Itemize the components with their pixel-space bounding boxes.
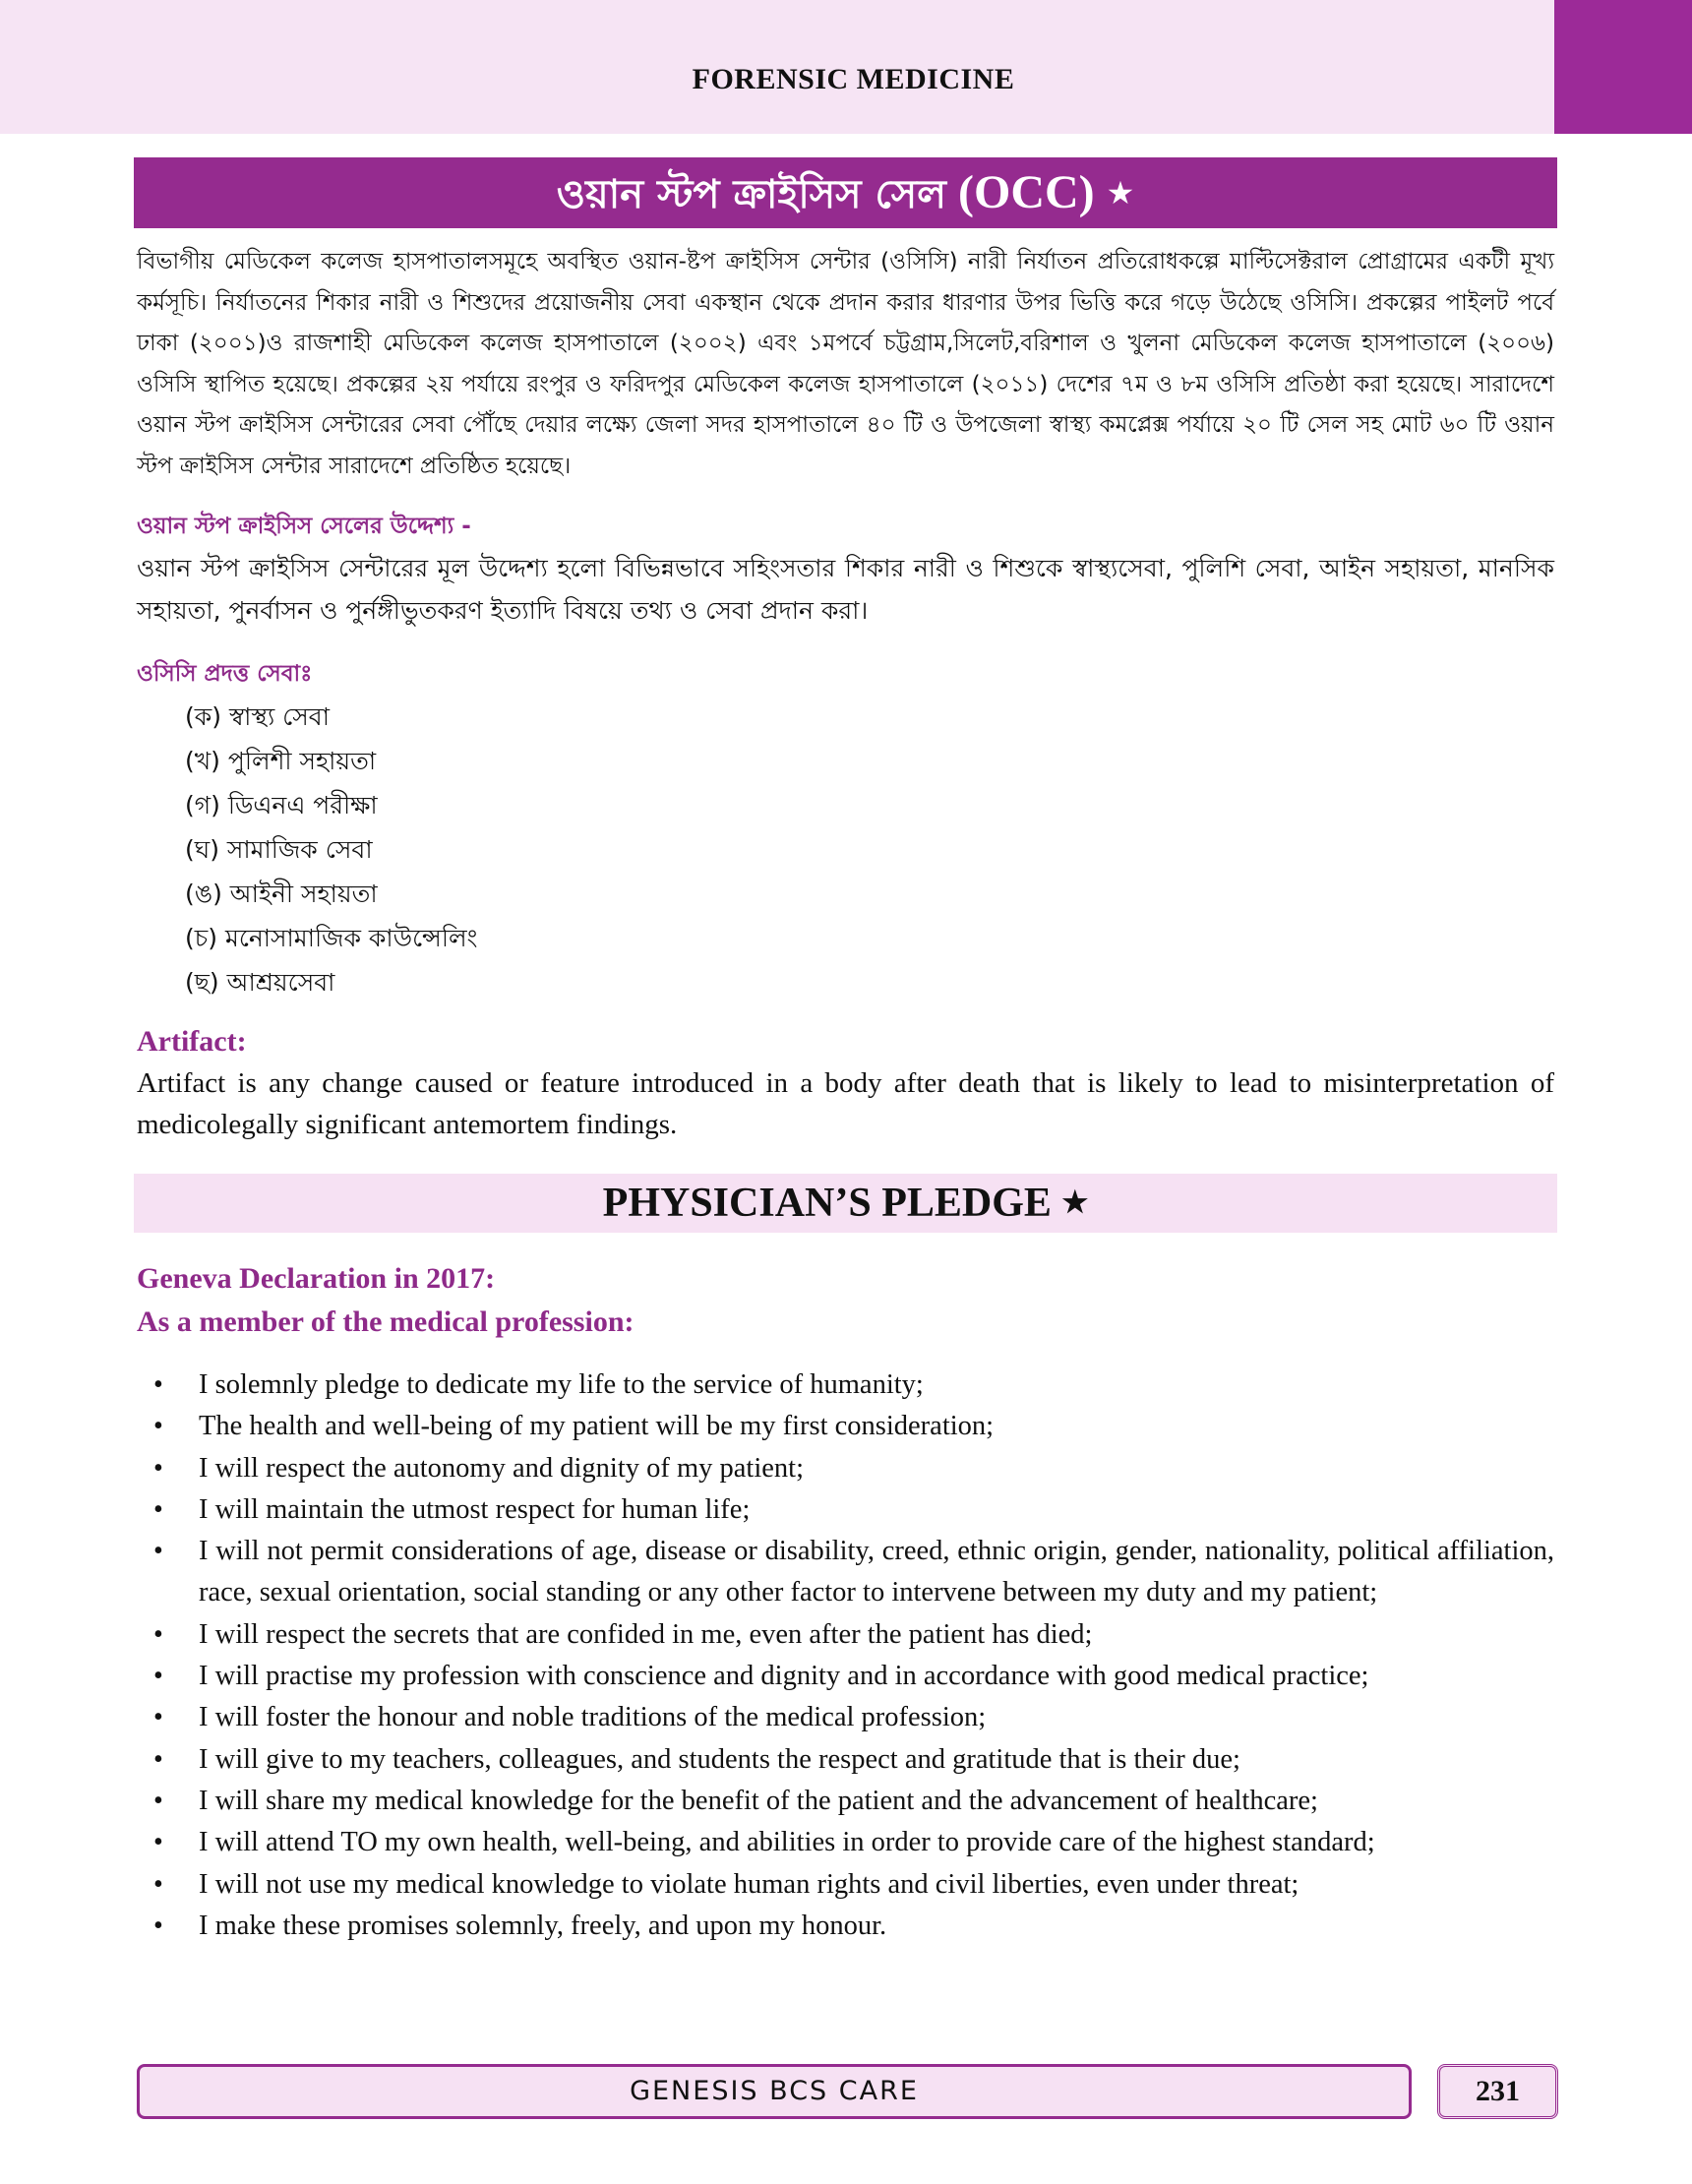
footer-brand: GENESIS BCS CARE bbox=[137, 2064, 1412, 2119]
running-header-title: FORENSIC MEDICINE bbox=[692, 63, 1015, 95]
bullet-icon: • bbox=[153, 1785, 163, 1816]
pledge-item-text: I solemnly pledge to dedicate my life to the service of humanity; bbox=[199, 1369, 924, 1400]
bullet-icon: • bbox=[153, 1411, 163, 1442]
list-item bbox=[153, 1864, 1554, 1906]
pledge-item-text: I will foster the honour and noble traditions of the medical profession; bbox=[199, 1702, 987, 1733]
pledge-item-text: I will practise my profession with conscience and dignity and in accordance with good medical practice; bbox=[199, 1661, 1369, 1692]
pledge-section-banner bbox=[134, 1174, 1557, 1233]
list-item bbox=[153, 1906, 1554, 1947]
occ-aim-heading: ওয়ান স্টপ ক্রাইসিস সেলের উদ্দেশ্য - bbox=[137, 514, 471, 539]
pledge-item-text: I will attend TO my own health, well-being, and abilities in order to provide care of the highest standard; bbox=[199, 1827, 1375, 1858]
list-item bbox=[153, 1697, 1554, 1738]
star-icon: ★ bbox=[1061, 1186, 1089, 1219]
bullet-icon: • bbox=[153, 1536, 163, 1567]
geneva-heading: Geneva Declaration in 2017: bbox=[137, 1262, 496, 1295]
occ-services-heading: ওসিসি প্রদত্ত সেবাঃ bbox=[137, 661, 313, 687]
list-item: (ক) স্বাস্থ্য সেবা bbox=[185, 702, 330, 731]
list-item bbox=[153, 1406, 1554, 1447]
list-item: (গ) ডিএনএ পরীক্ষা bbox=[185, 791, 378, 819]
pledge-item-text: I will respect the autonomy and dignity of my patient; bbox=[199, 1452, 804, 1484]
bullet-icon: • bbox=[153, 1827, 163, 1858]
pledge-item-text: I will share my medical knowledge for the benefit of the patient and the advancement of healthcare; bbox=[199, 1785, 1318, 1816]
bullet-icon: • bbox=[153, 1369, 163, 1400]
member-heading: As a member of the medical profession: bbox=[137, 1305, 634, 1338]
list-item bbox=[153, 1448, 1554, 1489]
page-number: 231 bbox=[1437, 2064, 1558, 2119]
list-item bbox=[153, 1822, 1554, 1863]
pledge-item-text: I will not use my medical knowledge to violate human rights and civil liberties, even under threat; bbox=[199, 1868, 1299, 1900]
pledge-item-text: I make these promises solemnly, freely, and upon my honour. bbox=[199, 1910, 887, 1941]
list-item bbox=[153, 1531, 1554, 1614]
bullet-icon: • bbox=[153, 1743, 163, 1775]
bullet-icon: • bbox=[153, 1910, 163, 1941]
occ-title-bangla: ওয়ান স্টপ ক্রাইসিস সেল bbox=[556, 172, 946, 217]
list-item bbox=[153, 1365, 1554, 1406]
occ-section-banner bbox=[134, 157, 1557, 228]
pledge-item-text: I will maintain the utmost respect for human life; bbox=[199, 1493, 751, 1525]
bullet-icon: • bbox=[153, 1493, 163, 1525]
list-item bbox=[153, 1739, 1554, 1781]
pledge-item-text: I will not permit considerations of age, disease or disability, creed, ethnic origin, gender, nationality, political affiliation, race, sexual orientation, social standing or any other factor to intervene between my duty and my patient; bbox=[199, 1536, 1554, 1608]
bullet-icon: • bbox=[153, 1702, 163, 1733]
pledge-list bbox=[153, 1365, 1554, 1947]
occ-services-list bbox=[185, 695, 477, 1004]
pledge-item-text: I will give to my teachers, colleagues, and students the respect and gratitude that is their due; bbox=[199, 1743, 1240, 1775]
list-item: (ছ) আশ্রয়সেবা bbox=[185, 968, 335, 997]
list-item bbox=[153, 1781, 1554, 1822]
list-item: (খ) পুলিশী সহায়তা bbox=[185, 747, 377, 775]
occ-intro-paragraph: বিভাগীয় মেডিকেল কলেজ হাসপাতালসমূহে অবস্থিত ওয়ান-ষ্টপ ক্রাইসিস সেন্টার (ওসিসি) নারী নির্যাতন প্রতিরোধকল্পে মাল্টিসেক্টরাল প্রোগ্রামের একটী মূখ্য কর্মসূচি। নির্যাতনের শিকার নারী ও শিশুদের প্রয়োজনীয় সেবা একস্থান থেকে প্রদান করার ধারণার উপর ভিত্তি করে গড়ে উঠেছে ওসিসি। প্রকল্পের পাইলট পর্বে ঢাকা (২০০১)ও রাজশাহী মেডিকেল কলেজ হাসপাতালে (২০০২) এবং ১মপর্বে চট্টগ্রাম,সিলেট,বরিশাল ও খুলনা মেডিকেল কলেজ হাসপাতালে (২০০৬) ওসিসি স্থাপিত হয়েছে। প্রকল্পের ২য় পর্যায়ে রংপুর ও ফরিদপুর মেডিকেল কলেজ হাসপাতালে (২০১১) দেশের ৭ম ও ৮ম ওসিসি প্রতিষ্ঠা করা হয়েছে। সারাদেশে ওয়ান স্টপ ক্রাইসিস সেন্টারের সেবা পৌঁছে দেয়ার লক্ষ্যে জেলা সদর হাসপাতালে ৪০ টি ও উপজেলা স্বাস্থ্য কমপ্লেক্স পর্যায়ে ২০ টি সেল সহ মোট ৬০ টি ওয়ান স্টপ ক্রাইসিস সেন্টার সারাদেশে প্রতিষ্ঠিত হয়েছে। bbox=[137, 249, 1554, 479]
bullet-icon: • bbox=[153, 1868, 163, 1900]
artifact-heading: Artifact: bbox=[137, 1025, 247, 1058]
list-item bbox=[153, 1656, 1554, 1697]
star-icon: ★ bbox=[1106, 175, 1135, 211]
pledge-item-text: The health and well-being of my patient will be my first consideration; bbox=[199, 1411, 995, 1442]
list-item bbox=[153, 1614, 1554, 1656]
list-item: (চ) মনোসামাজিক কাউন্সেলিং bbox=[185, 924, 478, 952]
pledge-title: PHYSICIAN’S PLEDGE bbox=[602, 1181, 1052, 1226]
artifact-definition: Artifact is any change caused or feature introduced in a body after death that is likely to lead to misinterpretation of medicolegally significant antemortem findings. bbox=[137, 1067, 1554, 1140]
occ-title-abbrev: (OCC) bbox=[958, 166, 1095, 218]
list-item: (ঙ) আইনী সহায়তা bbox=[185, 880, 378, 908]
list-item bbox=[153, 1489, 1554, 1531]
pledge-item-text: I will respect the secrets that are confided in me, even after the patient has died; bbox=[199, 1618, 1093, 1650]
occ-aim-paragraph: ওয়ান স্টপ ক্রাইসিস সেন্টারের মূল উদ্দেশ্য হলো বিভিন্নভাবে সহিংসতার শিকার নারী ও শিশুকে স্বাস্থ্যসেবা, পুলিশি সেবা, আইন সহায়তা, মানসিক সহায়তা, পুনর্বাসন ও পুর্নঙ্গীভুতকরণ ইত্যাদি বিষয়ে তথ্য ও সেবা প্রদান করা। bbox=[137, 554, 1554, 625]
list-item: (ঘ) সামাজিক সেবা bbox=[185, 835, 373, 864]
bullet-icon: • bbox=[153, 1618, 163, 1650]
bullet-icon: • bbox=[153, 1661, 163, 1692]
bullet-icon: • bbox=[153, 1452, 163, 1484]
